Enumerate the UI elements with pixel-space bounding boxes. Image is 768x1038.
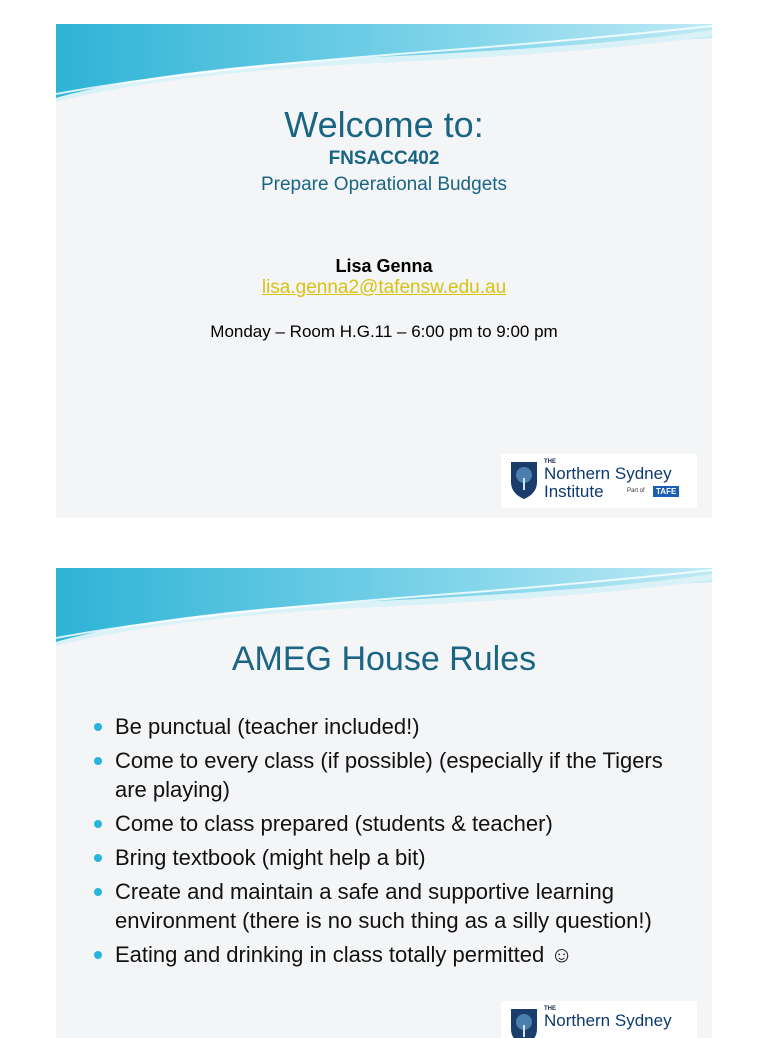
rules-title: AMEG House Rules bbox=[231, 640, 537, 678]
rule-text: Be punctual (teacher included!) bbox=[115, 714, 420, 739]
list-item bbox=[94, 940, 674, 969]
bullet-icon bbox=[94, 854, 102, 862]
course-name: Prepare Operational Budgets bbox=[260, 174, 508, 195]
logo-line1: Northern Sydney bbox=[544, 1011, 672, 1030]
presenter-name: Lisa Genna bbox=[335, 256, 433, 276]
list-item bbox=[94, 712, 674, 741]
bullet-icon bbox=[94, 820, 102, 828]
presenter-email bbox=[56, 277, 712, 299]
class-schedule: Monday – Room H.G.11 – 6:00 pm to 9:00 pm bbox=[210, 322, 558, 341]
rule-text: Eating and drinking in class totally permitted ☺ bbox=[115, 942, 573, 967]
rule-text: Come to class prepared (students & teacher) bbox=[115, 811, 553, 836]
tree-shield-icon bbox=[509, 460, 539, 500]
bullet-icon bbox=[94, 723, 102, 731]
rules-list bbox=[94, 712, 674, 974]
list-item bbox=[94, 746, 674, 804]
welcome-title: Welcome to: bbox=[284, 104, 484, 145]
logo-the: THE bbox=[544, 459, 556, 465]
rule-text: Create and maintain a safe and supportive learning environment (there is no such thing as a silly question!) bbox=[115, 879, 652, 933]
logo-the: THE bbox=[544, 1006, 556, 1012]
logo-line1: Northern Sydney bbox=[544, 464, 672, 483]
tree-shield-icon bbox=[509, 1007, 539, 1038]
institute-logo bbox=[501, 454, 697, 508]
header-wave-decoration bbox=[56, 24, 712, 106]
email-link[interactable]: lisa.genna2@tafensw.edu.au bbox=[261, 277, 507, 298]
header-wave-decoration bbox=[56, 568, 712, 650]
rule-text: Bring textbook (might help a bit) bbox=[115, 845, 426, 870]
list-item bbox=[94, 843, 674, 872]
bullet-icon bbox=[94, 951, 102, 959]
logo-line2: Institute bbox=[544, 482, 604, 501]
logo-part-of: Part of bbox=[627, 488, 645, 494]
list-item bbox=[94, 809, 674, 838]
logo-tafe: TAFE bbox=[653, 486, 679, 497]
institute-logo bbox=[501, 1001, 697, 1038]
list-item bbox=[94, 877, 674, 935]
course-code: FNSACC402 bbox=[328, 148, 440, 169]
bullet-icon bbox=[94, 757, 102, 765]
slide-house-rules bbox=[56, 568, 712, 1038]
rule-text: Come to every class (if possible) (especially if the Tigers are playing) bbox=[115, 748, 663, 802]
bullet-icon bbox=[94, 888, 102, 896]
slide-welcome bbox=[56, 24, 712, 518]
